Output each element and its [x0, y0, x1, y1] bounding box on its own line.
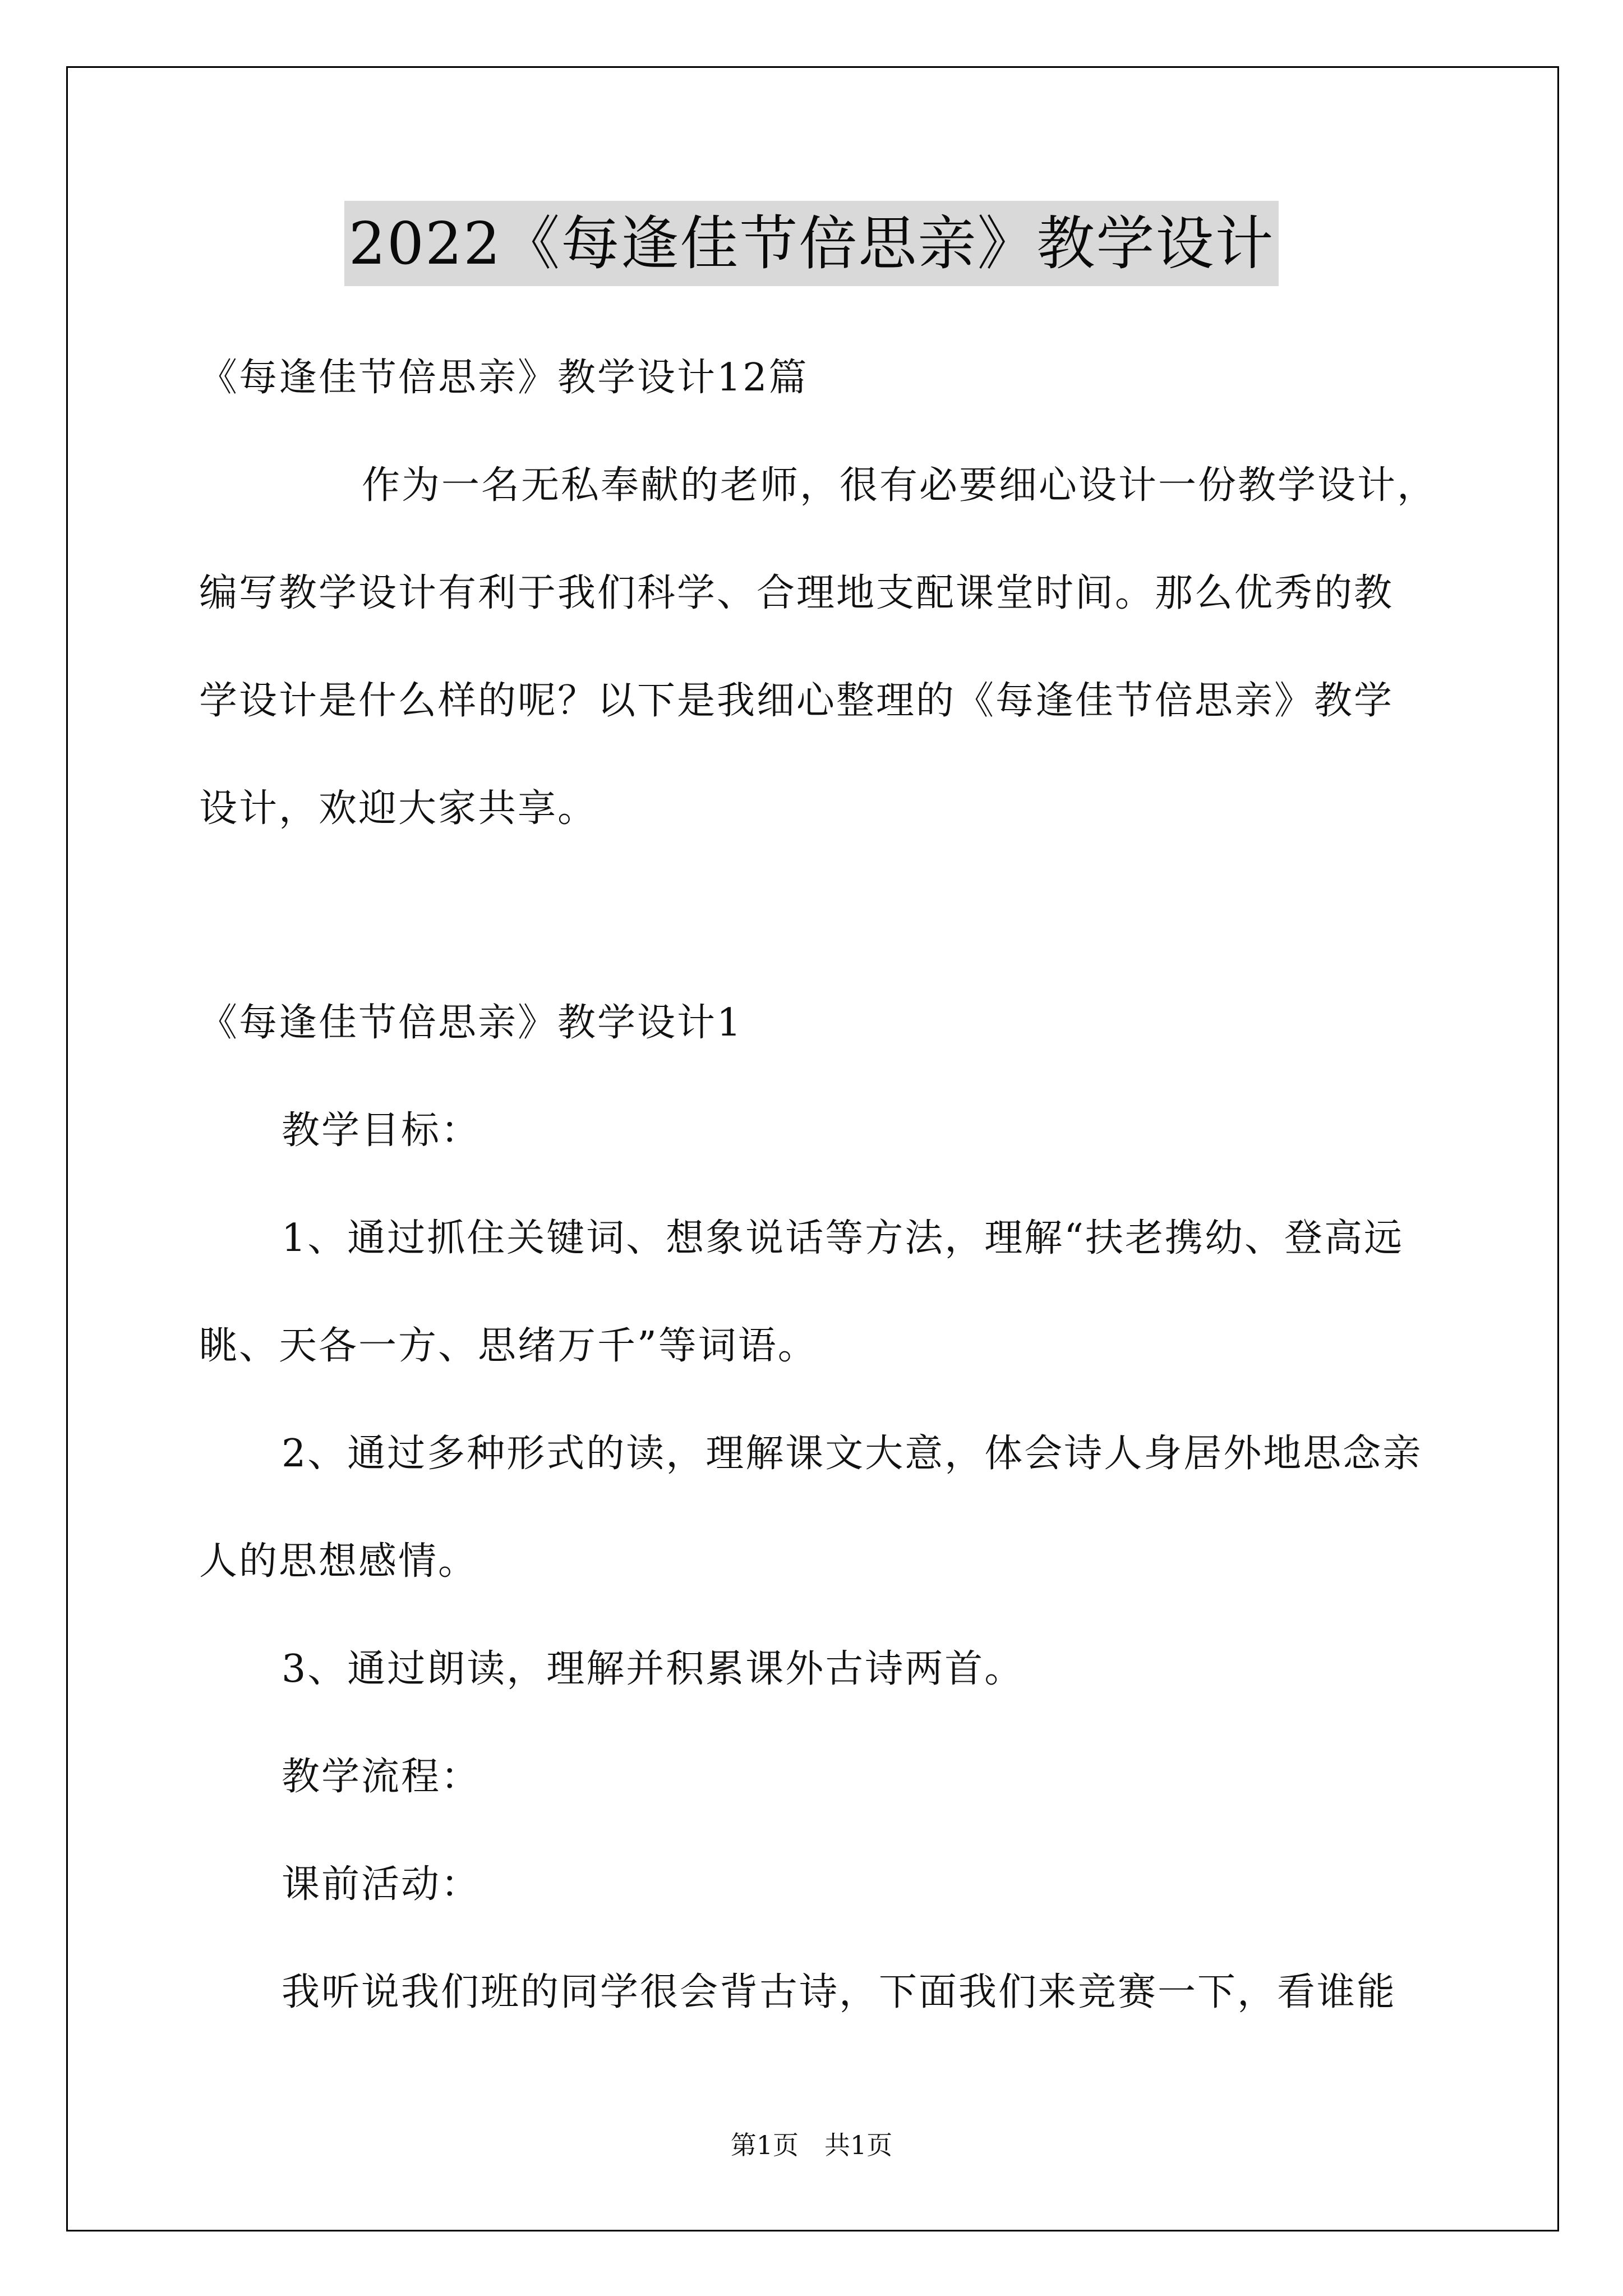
section-heading: 《每逢佳节倍思亲》教学设计1: [199, 1001, 743, 1045]
pre-class-heading: 课前活动：: [282, 1862, 481, 1907]
title-wrap: [0, 201, 1623, 286]
objective-1-line-2: 眺、天各一方、思绪万千”等词语。: [199, 1324, 818, 1368]
objectives-heading: 教学目标：: [282, 1108, 481, 1153]
objective-1-line-1: 1、通过抓住关键词、想象说话等方法，理解“扶老携幼、登高远: [282, 1216, 1404, 1260]
intro-line-4: 设计，欢迎大家共享。: [199, 786, 598, 831]
intro-line-1: 作为一名无私奉献的老师，很有必要细心设计一份教学设计，: [362, 463, 1437, 508]
intro-line-3: 学设计是什么样的呢？以下是我细心整理的《每逢佳节倍思亲》教学: [199, 679, 1394, 723]
page-footer: 第1页 共1页: [730, 2130, 893, 2160]
intro-line-2: 编写教学设计有利于我们科学、合理地支配课堂时间。那么优秀的教: [199, 571, 1394, 615]
objective-2-line-1: 2、通过多种形式的读，理解课文大意，体会诗人身居外地思念亲: [282, 1432, 1423, 1476]
objective-2-line-2: 人的思想感情。: [199, 1539, 478, 1584]
subtitle-line: 《每逢佳节倍思亲》教学设计12篇: [199, 356, 809, 400]
objective-3: 3、通过朗读，理解并积累课外古诗两首。: [282, 1647, 1025, 1691]
process-heading: 教学流程：: [282, 1755, 481, 1799]
pre-class-text: 我听说我们班的同学很会背古诗，下面我们来竞赛一下，看谁能: [282, 1970, 1397, 2014]
document-title: 2022《每逢佳节倍思亲》教学设计: [344, 201, 1279, 286]
